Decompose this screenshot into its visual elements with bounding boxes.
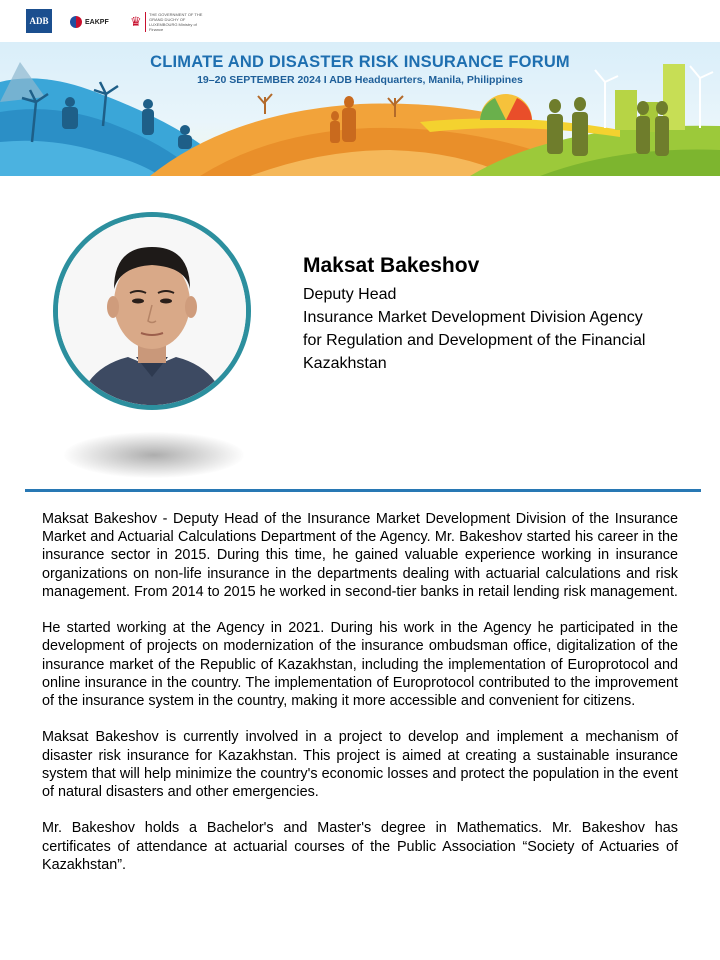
luxembourg-logo xyxy=(130,12,209,32)
forum-title: CLIMATE AND DISASTER RISK INSURANCE FORUM xyxy=(150,53,570,71)
adb-logo: ADB xyxy=(26,9,52,33)
bio-paragraph: Mr. Bakeshov holds a Bachelor's and Master's degree in Mathematics. Mr. Bakeshov has certificates of attendance at actuarial courses of the Public Association “Society of Actuaries of Kazakhstan”. xyxy=(42,820,678,873)
section-divider xyxy=(25,489,701,492)
photo-shadow xyxy=(64,432,244,478)
luxembourg-label: THE GOVERNMENT OF THE GRAND DUCHY OF LUXEMBOURG Ministry of Finance xyxy=(145,12,209,32)
speaker-role xyxy=(303,283,713,375)
speaker-biography xyxy=(42,510,678,892)
eakpf-label: EAKPF xyxy=(85,18,109,26)
role-line: Deputy Head xyxy=(303,286,397,303)
role-line: for Regulation and Development of the Financial xyxy=(303,332,646,349)
eakpf-emblem-icon xyxy=(70,16,82,28)
forum-banner xyxy=(0,42,720,176)
lion-icon: ♛ xyxy=(130,14,142,29)
role-line: Insurance Market Development Division Agency xyxy=(303,309,643,326)
speaker-photo xyxy=(58,217,246,405)
speaker-name: Maksat Bakeshov xyxy=(303,254,480,277)
forum-subtitle: 19–20 SEPTEMBER 2024 I ADB Headquarters, Manila, Philippines xyxy=(197,74,523,86)
logo-strip xyxy=(0,0,720,42)
role-line: Kazakhstan xyxy=(303,355,387,372)
eakpf-logo xyxy=(70,14,109,30)
bio-paragraph: He started working at the Agency in 2021. During his work in the Agency he participated in the development of projects on modernization of the insurance ombudsman office, digitalization of the insurance market of the Republic of Kazakhstan, including the implementation of Europrotocol and online insurance in the country. The implementation of Europrotocol contributed to the improvement of the insurance system in the country, making it more accessible and convenient for citizens. xyxy=(42,620,678,710)
bio-paragraph: Maksat Bakeshov - Deputy Head of the Insurance Market Development Division of the Insurance Market and Actuarial Calculations Department of the Agency. Mr. Bakeshov started his career in the insurance sector in 2015. During this time, he gained valuable experience working in insurance organizations on non-life insurance in the departments dealing with actuarial calculations and risk management. From 2014 to 2015 he worked in second-tier banks in retail lending risk management. xyxy=(42,511,678,600)
bio-paragraph: Maksat Bakeshov is currently involved in a project to develop and implement a mechanism of disaster risk insurance for Kazakhstan. This project is aimed at creating a sustainable insurance system that will help minimize the country's economic losses and protect the population in the event of natural disasters and other emergencies. xyxy=(42,729,678,801)
speaker-portrait xyxy=(58,217,246,405)
speaker-photo-frame xyxy=(53,212,251,410)
